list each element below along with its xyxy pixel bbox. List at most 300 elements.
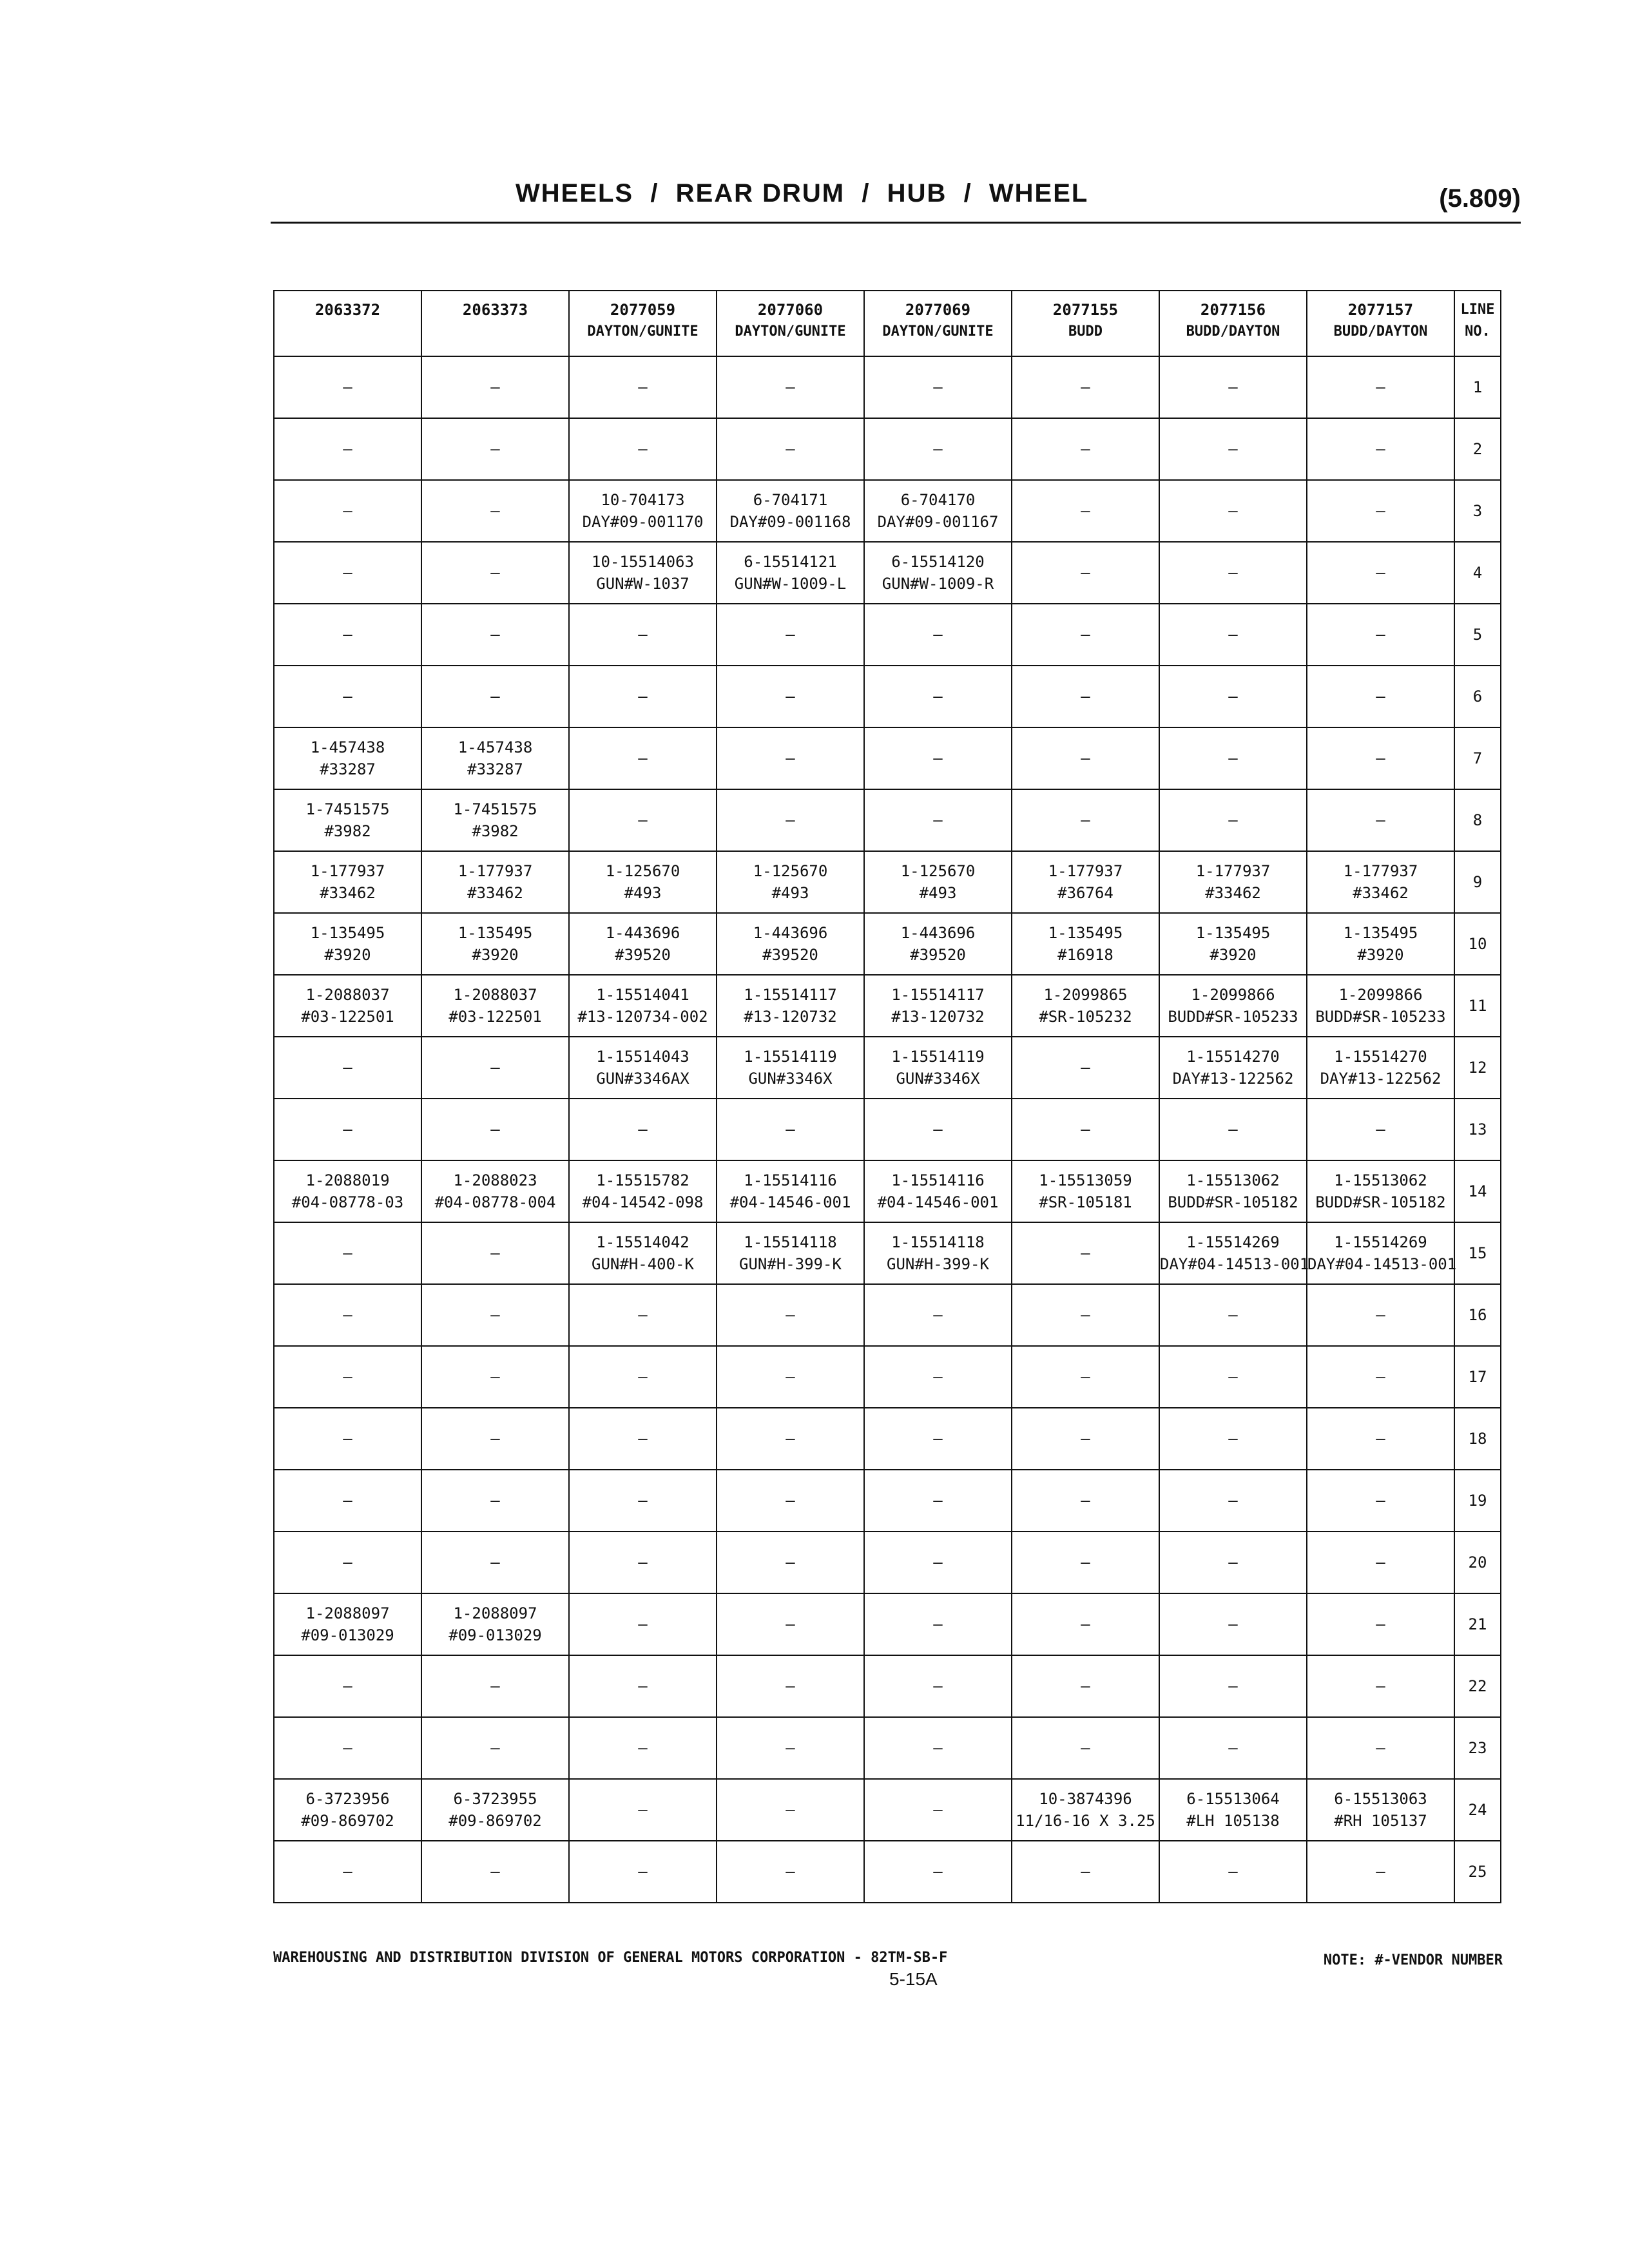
table-cell — [421, 1470, 569, 1532]
table-cell — [1012, 480, 1159, 542]
cell-part-number: — — [1376, 687, 1385, 706]
cell-vendor-number: DAY#09-001168 — [729, 513, 851, 531]
table-cell — [1159, 1346, 1307, 1408]
table-cell — [1307, 1037, 1454, 1099]
table-cell — [864, 1346, 1012, 1408]
table-cell — [1307, 1655, 1454, 1717]
table-cell — [1012, 666, 1159, 727]
cell-part-number: — — [343, 440, 352, 458]
table-cell — [421, 789, 569, 851]
cell-part-number: — — [1081, 811, 1090, 829]
cell-part-number: — — [933, 1677, 943, 1695]
column-header — [421, 291, 569, 356]
cell-vendor-number: 11/16-16 X 3.25 — [1016, 1812, 1155, 1830]
cell-part-number: — — [786, 1430, 795, 1448]
cell-part-number: — — [1376, 1120, 1385, 1139]
cell-part-number: — — [1081, 1430, 1090, 1448]
cell-part-number: — — [1228, 687, 1238, 706]
table-cell — [864, 789, 1012, 851]
table-cell — [1307, 1779, 1454, 1841]
table-cell — [1012, 1037, 1159, 1099]
table-cell — [864, 975, 1012, 1037]
cell-vendor-number: GUN#3346X — [748, 1070, 833, 1088]
cell-part-number: — — [786, 1120, 795, 1139]
line-number: 15 — [1454, 1222, 1501, 1284]
cell-vendor-number: #09-869702 — [448, 1812, 542, 1830]
table-row — [274, 1037, 1501, 1099]
column-part-number: 2077155 — [1052, 301, 1119, 319]
cell-part-number: — — [1228, 1306, 1238, 1324]
cell-part-number: — — [343, 1553, 352, 1571]
cell-part-number: — — [1081, 1677, 1090, 1695]
cell-part-number: — — [490, 1739, 500, 1757]
table-cell — [864, 1160, 1012, 1222]
line-number: 7 — [1454, 727, 1501, 789]
table-cell — [864, 1841, 1012, 1903]
line-number: 25 — [1454, 1841, 1501, 1903]
table-cell — [1012, 1841, 1159, 1903]
table-cell — [864, 1284, 1012, 1346]
table-cell — [569, 1841, 717, 1903]
cell-part-number: 1-15514117 — [744, 986, 837, 1004]
table-cell — [1012, 1779, 1159, 1841]
footer-publisher: WAREHOUSING AND DISTRIBUTION DIVISION OF GENERAL MOTORS CORPORATION - 82TM-SB-F — [273, 1950, 948, 1966]
line-number: 2 — [1454, 418, 1501, 480]
table-row — [274, 1099, 1501, 1160]
table-cell — [717, 1099, 864, 1160]
table-row — [274, 1408, 1501, 1470]
cell-part-number: — — [933, 1492, 943, 1510]
table-cell — [274, 480, 421, 542]
table-row — [274, 913, 1501, 975]
cell-part-number: — — [490, 440, 500, 458]
cell-part-number: 1-15514116 — [891, 1171, 985, 1189]
column-part-number: 2077059 — [610, 301, 676, 319]
cell-part-number: — — [1081, 502, 1090, 520]
cell-vendor-number: #493 — [771, 884, 809, 902]
table-cell — [274, 1408, 421, 1470]
column-part-number: 2063373 — [462, 301, 528, 319]
line-number: 13 — [1454, 1099, 1501, 1160]
table-cell — [569, 727, 717, 789]
cell-part-number: — — [786, 1615, 795, 1633]
cell-part-number: 6-15514120 — [891, 553, 985, 571]
cell-part-number: — — [1081, 1553, 1090, 1571]
table-cell — [274, 913, 421, 975]
cell-part-number: 1-135495 — [1343, 924, 1418, 942]
table-cell — [1012, 1655, 1159, 1717]
table-row — [274, 1532, 1501, 1593]
column-header — [1307, 291, 1454, 356]
table-cell — [421, 851, 569, 913]
table-cell — [569, 418, 717, 480]
table-cell — [717, 851, 864, 913]
cell-vendor-number: #33462 — [320, 884, 376, 902]
cell-part-number: — — [343, 564, 352, 582]
cell-part-number: — — [1376, 1368, 1385, 1386]
cell-part-number: 1-2088097 — [453, 1604, 537, 1622]
cell-vendor-number: GUN#W-1037 — [596, 575, 689, 593]
cell-part-number: — — [1376, 749, 1385, 767]
cell-part-number: 1-2099865 — [1043, 986, 1128, 1004]
cell-part-number: — — [1081, 1368, 1090, 1386]
cell-part-number: — — [1228, 811, 1238, 829]
table-cell — [1307, 604, 1454, 666]
cell-part-number: — — [1081, 1244, 1090, 1262]
cell-part-number: 1-15514270 — [1334, 1048, 1427, 1066]
table-cell — [274, 1841, 421, 1903]
cell-part-number: — — [638, 687, 648, 706]
cell-part-number: — — [638, 1677, 648, 1695]
cell-part-number: — — [1376, 1430, 1385, 1448]
cell-part-number: — — [490, 1677, 500, 1695]
cell-part-number: — — [1228, 626, 1238, 644]
cell-part-number: — — [1376, 1492, 1385, 1510]
table-cell — [569, 1779, 717, 1841]
cell-part-number: 1-15513062 — [1334, 1171, 1427, 1189]
table-cell — [274, 604, 421, 666]
table-cell — [717, 1346, 864, 1408]
cell-part-number: 1-2088037 — [305, 986, 390, 1004]
table-cell — [864, 542, 1012, 604]
table-cell — [1159, 480, 1307, 542]
table-cell — [1307, 542, 1454, 604]
table-row — [274, 604, 1501, 666]
cell-part-number: — — [343, 1430, 352, 1448]
table-cell — [1012, 604, 1159, 666]
cell-part-number: — — [1228, 1430, 1238, 1448]
cell-part-number: — — [1228, 1120, 1238, 1139]
cell-part-number: — — [933, 749, 943, 767]
table-cell — [1012, 356, 1159, 418]
table-cell — [864, 1470, 1012, 1532]
table-cell — [569, 913, 717, 975]
cell-part-number: — — [1228, 1368, 1238, 1386]
cell-vendor-number: DAY#09-001167 — [877, 513, 999, 531]
table-row — [274, 1470, 1501, 1532]
cell-vendor-number: #493 — [919, 884, 957, 902]
table-cell — [569, 542, 717, 604]
line-number: 23 — [1454, 1717, 1501, 1779]
cell-part-number: — — [1376, 440, 1385, 458]
cell-part-number: — — [1228, 502, 1238, 520]
table-row — [274, 1222, 1501, 1284]
cell-part-number: 1-443696 — [753, 924, 828, 942]
cell-part-number: — — [933, 378, 943, 396]
table-cell — [569, 1408, 717, 1470]
cell-vendor-number: DAY#04-14513-001 — [1160, 1255, 1309, 1273]
table-cell — [421, 542, 569, 604]
table-cell — [864, 480, 1012, 542]
table-cell — [717, 1532, 864, 1593]
cell-vendor-number: #16918 — [1057, 946, 1113, 964]
cell-vendor-number: #33462 — [1353, 884, 1409, 902]
table-cell — [864, 851, 1012, 913]
cell-vendor-number: #04-14546-001 — [729, 1193, 851, 1211]
line-number: 24 — [1454, 1779, 1501, 1841]
table-row — [274, 789, 1501, 851]
cell-part-number: 1-7451575 — [305, 800, 390, 818]
cell-part-number: — — [1081, 1306, 1090, 1324]
table-cell — [421, 1222, 569, 1284]
cell-part-number: — — [1081, 626, 1090, 644]
table-cell — [1159, 1717, 1307, 1779]
cell-part-number: 1-2099866 — [1338, 986, 1423, 1004]
table-cell — [569, 1717, 717, 1779]
table-cell — [274, 1655, 421, 1717]
table-cell — [717, 1284, 864, 1346]
table-cell — [1012, 975, 1159, 1037]
cell-vendor-number: GUN#W-1009-R — [882, 575, 994, 593]
table-cell — [864, 1655, 1012, 1717]
cell-part-number: 10-15514063 — [592, 553, 694, 571]
cell-vendor-number: DAY#13-122562 — [1320, 1070, 1441, 1088]
table-cell — [1159, 1779, 1307, 1841]
cell-part-number: — — [933, 811, 943, 829]
cell-vendor-number: #13-120734-002 — [577, 1008, 708, 1026]
cell-part-number: — — [933, 440, 943, 458]
line-header-line: LINE — [1460, 302, 1495, 318]
table-cell — [864, 666, 1012, 727]
cell-vendor-number: #09-869702 — [301, 1812, 394, 1830]
cell-part-number: — — [786, 811, 795, 829]
cell-part-number: — — [490, 626, 500, 644]
cell-part-number: — — [490, 1059, 500, 1077]
cell-part-number: — — [490, 687, 500, 706]
table-cell — [274, 1717, 421, 1779]
table-cell — [569, 1099, 717, 1160]
table-cell — [274, 1160, 421, 1222]
column-header — [1012, 291, 1159, 356]
table-cell — [1012, 1408, 1159, 1470]
table-cell — [569, 1470, 717, 1532]
cell-part-number: 1-15514116 — [744, 1171, 837, 1189]
cell-part-number: — — [638, 1615, 648, 1633]
cell-vendor-number: #3920 — [1357, 946, 1404, 964]
table-cell — [1307, 1284, 1454, 1346]
column-part-number: 2077157 — [1347, 301, 1414, 319]
cell-part-number: — — [490, 1553, 500, 1571]
cell-part-number: — — [490, 378, 500, 396]
table-cell — [569, 604, 717, 666]
cell-part-number: — — [933, 1863, 943, 1881]
cell-part-number: — — [786, 378, 795, 396]
table-row — [274, 727, 1501, 789]
cell-part-number: 1-125670 — [605, 862, 680, 880]
table-cell — [421, 1037, 569, 1099]
table-cell — [1307, 418, 1454, 480]
table-row — [274, 1346, 1501, 1408]
table-row — [274, 480, 1501, 542]
table-cell — [717, 913, 864, 975]
cell-vendor-number: #3920 — [324, 946, 371, 964]
cell-part-number: — — [638, 440, 648, 458]
table-cell — [274, 356, 421, 418]
cell-part-number: — — [1081, 1739, 1090, 1757]
table-cell — [1307, 1841, 1454, 1903]
table-cell — [1012, 913, 1159, 975]
cell-part-number: — — [786, 1368, 795, 1386]
cell-part-number: 1-15514118 — [891, 1233, 985, 1251]
cell-part-number: 1-15514118 — [744, 1233, 837, 1251]
table-cell — [569, 1284, 717, 1346]
table-cell — [864, 1222, 1012, 1284]
column-maker: DAYTON/GUNITE — [735, 323, 846, 340]
table-cell — [274, 1470, 421, 1532]
cell-part-number: — — [343, 1368, 352, 1386]
table-cell — [274, 789, 421, 851]
cell-part-number: — — [786, 687, 795, 706]
cell-part-number: — — [638, 378, 648, 396]
cell-part-number: — — [1376, 564, 1385, 582]
cell-part-number: — — [490, 1863, 500, 1881]
cell-part-number: 1-457438 — [310, 738, 385, 756]
table-cell — [1012, 1160, 1159, 1222]
cell-part-number: — — [638, 1739, 648, 1757]
table-row — [274, 975, 1501, 1037]
parts-table — [273, 290, 1501, 1903]
cell-vendor-number: #SR-105181 — [1039, 1193, 1132, 1211]
line-number: 1 — [1454, 356, 1501, 418]
cell-part-number: — — [933, 1801, 943, 1819]
cell-part-number: 1-2099866 — [1191, 986, 1275, 1004]
table-cell — [1159, 1099, 1307, 1160]
cell-part-number: — — [1081, 1120, 1090, 1139]
cell-part-number: — — [490, 1492, 500, 1510]
table-cell — [1307, 727, 1454, 789]
table-cell — [1159, 1841, 1307, 1903]
table-cell — [421, 1160, 569, 1222]
table-row — [274, 1655, 1501, 1717]
column-maker: DAYTON/GUNITE — [882, 323, 994, 340]
cell-part-number: 6-15514121 — [744, 553, 837, 571]
table-cell — [717, 1160, 864, 1222]
table-cell — [274, 542, 421, 604]
cell-part-number: 10-704173 — [601, 491, 685, 509]
table-cell — [717, 480, 864, 542]
table-cell — [1307, 1593, 1454, 1655]
cell-part-number: — — [1376, 1306, 1385, 1324]
table-cell — [569, 1532, 717, 1593]
cell-part-number: — — [638, 811, 648, 829]
table-row — [274, 418, 1501, 480]
cell-part-number: — — [343, 1492, 352, 1510]
table-cell — [421, 1408, 569, 1470]
cell-part-number: 1-177937 — [1343, 862, 1418, 880]
cell-part-number: — — [933, 1430, 943, 1448]
cell-part-number: 1-15515782 — [596, 1171, 689, 1189]
cell-part-number: 1-2088019 — [305, 1171, 390, 1189]
cell-part-number: — — [490, 502, 500, 520]
table-cell — [717, 418, 864, 480]
table-cell — [1012, 789, 1159, 851]
table-cell — [1307, 1160, 1454, 1222]
column-maker: DAYTON/GUNITE — [587, 323, 699, 340]
table-cell — [569, 356, 717, 418]
table-cell — [1012, 1470, 1159, 1532]
page-header — [271, 175, 1521, 220]
cell-vendor-number: #3982 — [324, 822, 371, 840]
line-number: 4 — [1454, 542, 1501, 604]
table-cell — [274, 418, 421, 480]
cell-part-number: — — [1081, 687, 1090, 706]
cell-part-number: — — [1376, 811, 1385, 829]
line-number: 10 — [1454, 913, 1501, 975]
cell-part-number: — — [1228, 1739, 1238, 1757]
line-number: 16 — [1454, 1284, 1501, 1346]
table-cell — [421, 418, 569, 480]
table-cell — [864, 1037, 1012, 1099]
cell-part-number: — — [1228, 1492, 1238, 1510]
table-cell — [1012, 727, 1159, 789]
table-cell — [274, 1222, 421, 1284]
cell-part-number: — — [786, 1306, 795, 1324]
column-header — [569, 291, 717, 356]
table-row — [274, 356, 1501, 418]
table-cell — [569, 1593, 717, 1655]
cell-part-number: — — [1081, 1059, 1090, 1077]
table-cell — [717, 1222, 864, 1284]
line-number: 3 — [1454, 480, 1501, 542]
cell-part-number: — — [343, 1244, 352, 1262]
table-cell — [569, 1222, 717, 1284]
table-cell — [274, 1099, 421, 1160]
cell-vendor-number: #33287 — [467, 760, 523, 778]
cell-vendor-number: #33462 — [1205, 884, 1261, 902]
table-cell — [1012, 1284, 1159, 1346]
table-cell — [864, 913, 1012, 975]
table-cell — [1012, 542, 1159, 604]
cell-vendor-number: #39520 — [910, 946, 966, 964]
table-cell — [717, 1779, 864, 1841]
column-header — [1159, 291, 1307, 356]
table-cell — [274, 1779, 421, 1841]
table-cell — [569, 480, 717, 542]
table-cell — [1159, 851, 1307, 913]
cell-part-number: 1-15514041 — [596, 986, 689, 1004]
cell-vendor-number: DAY#13-122562 — [1172, 1070, 1294, 1088]
cell-part-number: 1-15513059 — [1039, 1171, 1132, 1189]
table-cell — [864, 727, 1012, 789]
cell-part-number: — — [638, 1306, 648, 1324]
cell-part-number: 1-125670 — [753, 862, 828, 880]
table-cell — [421, 975, 569, 1037]
line-number: 6 — [1454, 666, 1501, 727]
cell-vendor-number: BUDD#SR-105233 — [1315, 1008, 1446, 1026]
table-cell — [1012, 1346, 1159, 1408]
cell-part-number: — — [786, 440, 795, 458]
page-number: 5-15A — [889, 1969, 938, 1989]
cell-part-number: — — [343, 1059, 352, 1077]
cell-part-number: — — [638, 1801, 648, 1819]
cell-part-number: 6-15513064 — [1186, 1790, 1280, 1808]
line-header-no: NO. — [1465, 323, 1490, 340]
table-cell — [864, 356, 1012, 418]
column-header — [864, 291, 1012, 356]
line-number: 9 — [1454, 851, 1501, 913]
cell-part-number: — — [1376, 1677, 1385, 1695]
column-maker: BUDD/DAYTON — [1333, 323, 1428, 340]
line-number: 5 — [1454, 604, 1501, 666]
cell-part-number: — — [786, 1492, 795, 1510]
table-cell — [1307, 1532, 1454, 1593]
cell-part-number: — — [933, 1120, 943, 1139]
table-cell — [1159, 666, 1307, 727]
cell-part-number: — — [1228, 440, 1238, 458]
table-cell — [569, 851, 717, 913]
table-cell — [274, 1346, 421, 1408]
cell-part-number: — — [343, 1863, 352, 1881]
